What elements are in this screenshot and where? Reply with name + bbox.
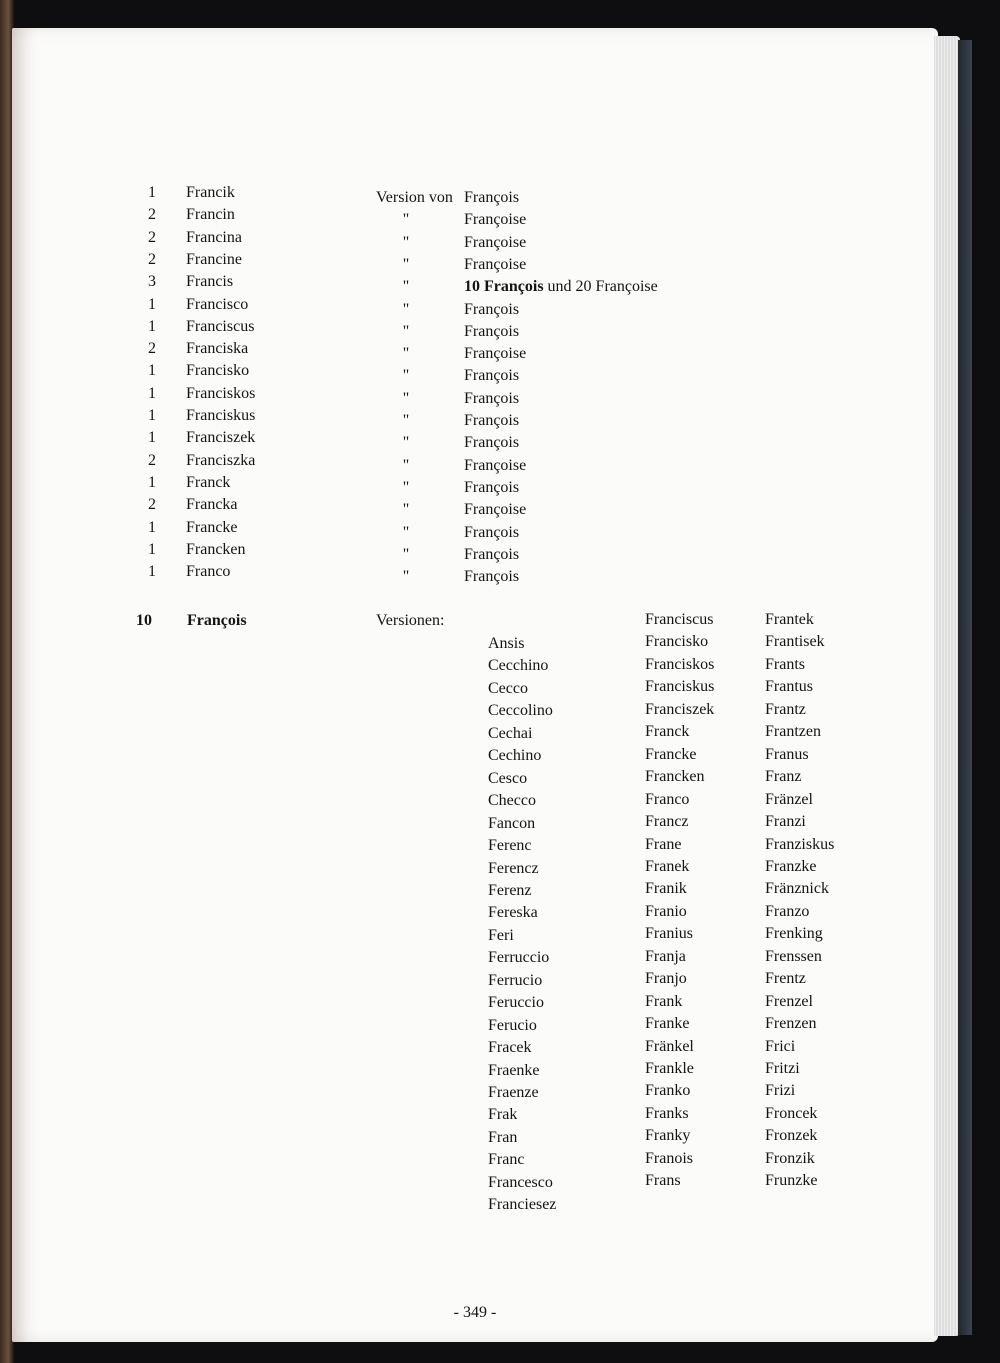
version-name: Fritzi (765, 1060, 800, 1077)
entry-name: Francina (186, 229, 242, 246)
version-name: Frantus (765, 678, 813, 695)
version-name: Franzo (765, 903, 810, 920)
entry-count: 1 (148, 362, 156, 379)
version-name: Frantz (765, 701, 806, 718)
version-name: Franko (645, 1082, 691, 1099)
version-name: Franjo (645, 970, 687, 987)
version-name: Franke (645, 1015, 690, 1032)
entry-count: 1 (148, 385, 156, 402)
entry-name: Franco (186, 563, 231, 580)
version-name: Ferenz (488, 882, 532, 899)
entry-name: Franciszka (186, 452, 256, 469)
entry-reference: " (402, 390, 410, 407)
version-name: Feruccio (488, 994, 544, 1011)
entry-target: Françoise (464, 211, 527, 228)
entry-target: Françoise (464, 457, 527, 474)
entry-target: François (464, 301, 520, 318)
version-name: Frenzel (765, 993, 813, 1010)
version-name: Ferencz (488, 860, 539, 877)
version-name: Franz (765, 768, 802, 785)
entry-name: Francke (186, 519, 238, 536)
entry-target: François (464, 390, 520, 407)
entry-reference: " (402, 345, 410, 362)
version-name: Francken (645, 768, 705, 785)
version-name: Francke (645, 746, 697, 763)
entry-count: 2 (148, 251, 156, 268)
entry-target: Françoise (464, 345, 527, 362)
entry-reference: " (402, 412, 410, 429)
version-name: Froncek (765, 1105, 818, 1122)
version-name: Franciesez (488, 1196, 557, 1213)
version-name: Fraenke (488, 1062, 540, 1079)
entry-reference: " (402, 256, 410, 273)
entry-target: François (464, 189, 520, 206)
version-name: Frizi (765, 1082, 796, 1099)
main-entry-count: 10 (136, 612, 152, 629)
entry-target: François (464, 479, 520, 496)
version-name: Ferrucio (488, 972, 543, 989)
entry-name: Franciskus (186, 407, 256, 424)
version-name: Frantisek (765, 633, 825, 650)
version-name: Ansis (488, 635, 525, 652)
version-name: Cecchino (488, 657, 549, 674)
entry-count: 3 (148, 273, 156, 290)
version-name: Francesco (488, 1174, 553, 1191)
version-name: Cecco (488, 680, 528, 697)
version-name: Frak (488, 1106, 518, 1123)
book-cover-right (958, 40, 972, 1335)
version-name: Fracek (488, 1039, 532, 1056)
entry-count: 1 (148, 519, 156, 536)
entry-count: 2 (148, 496, 156, 513)
entry-reference: " (402, 568, 410, 585)
version-name: Fereska (488, 904, 538, 921)
entry-target: François (464, 568, 520, 585)
entry-name: Francine (186, 251, 242, 268)
version-name: Fraenze (488, 1084, 539, 1101)
entry-name: Francisko (186, 362, 250, 379)
entry-reference: " (402, 524, 410, 541)
entry-reference: " (402, 234, 410, 251)
entry-reference: " (402, 278, 410, 295)
version-name: Franois (645, 1150, 693, 1167)
entry-target: 10 François und 20 Françoise (464, 278, 658, 295)
entry-name: Franck (186, 474, 231, 491)
version-name: Frenking (765, 925, 823, 942)
version-name: Ferruccio (488, 949, 550, 966)
version-name: Fränzel (765, 791, 813, 808)
version-name: Franus (765, 746, 809, 763)
entry-target: Françoise (464, 234, 527, 251)
version-name: Frenzen (765, 1015, 817, 1032)
version-name: Franciszek (645, 701, 715, 718)
version-name: Franco (645, 791, 690, 808)
entry-count: 1 (148, 407, 156, 424)
entry-target: Françoise (464, 501, 527, 518)
version-name: Frankle (645, 1060, 694, 1077)
version-name: Franck (645, 723, 690, 740)
page-edges (934, 36, 960, 1336)
version-name: Fran (488, 1129, 518, 1146)
version-name: Frantek (765, 611, 814, 628)
version-name: Frank (645, 993, 683, 1010)
entry-reference: " (402, 501, 410, 518)
version-name: Franciscus (645, 611, 714, 628)
version-name: Francisko (645, 633, 709, 650)
version-name: Francz (645, 813, 689, 830)
version-name: Franzi (765, 813, 806, 830)
entry-name: Francken (186, 541, 246, 558)
entry-reference: " (402, 211, 410, 228)
entry-count: 1 (148, 429, 156, 446)
version-name: Frici (765, 1038, 796, 1055)
entry-reference: " (402, 546, 410, 563)
version-name: Franja (645, 948, 686, 965)
versions-label: Versionen: (376, 612, 445, 629)
version-name: Franciskos (645, 656, 715, 673)
entry-count: 1 (148, 474, 156, 491)
version-name: Cechino (488, 747, 542, 764)
entry-name: Francin (186, 206, 235, 223)
entry-name: Francik (186, 184, 235, 201)
version-name: Frants (765, 656, 805, 673)
entry-target-rest: und 20 Françoise (543, 278, 658, 295)
entry-name: Franciszek (186, 429, 256, 446)
version-name: Franziskus (765, 836, 835, 853)
entry-target: François (464, 434, 520, 451)
entry-name: Francisco (186, 296, 249, 313)
entry-reference: " (402, 301, 410, 318)
entry-name: Francka (186, 496, 238, 513)
entry-name: Franciska (186, 340, 249, 357)
version-name: Franc (488, 1151, 525, 1168)
entry-target: Françoise (464, 256, 527, 273)
entry-name: Francis (186, 273, 234, 290)
entry-count: 2 (148, 229, 156, 246)
version-name: Frenssen (765, 948, 822, 965)
version-name: Frunzke (765, 1172, 818, 1189)
entry-reference: " (402, 457, 410, 474)
version-name: Fancon (488, 815, 536, 832)
entry-target: François (464, 323, 520, 340)
version-name: Franius (645, 925, 693, 942)
version-name: Franzke (765, 858, 817, 875)
version-name: Franio (645, 903, 687, 920)
entry-count: 2 (148, 452, 156, 469)
version-name: Ferenc (488, 837, 532, 854)
version-name: Franks (645, 1105, 689, 1122)
entry-target: François (464, 524, 520, 541)
entry-name: Franciskos (186, 385, 256, 402)
entry-count: 2 (148, 206, 156, 223)
version-name: Frane (645, 836, 682, 853)
entry-name: Franciscus (186, 318, 255, 335)
version-name: Franciskus (645, 678, 715, 695)
version-name: Fränznick (765, 880, 829, 897)
version-name: Checco (488, 792, 536, 809)
version-name: Fronzik (765, 1150, 815, 1167)
entry-reference: " (402, 367, 410, 384)
entry-target: François (464, 367, 520, 384)
version-name: Ferucio (488, 1017, 537, 1034)
entry-target: François (464, 412, 520, 429)
entry-count: 2 (148, 340, 156, 357)
entry-target: François (464, 546, 520, 563)
version-name: Frantzen (765, 723, 821, 740)
version-name: Franky (645, 1127, 691, 1144)
entry-count: 1 (148, 318, 156, 335)
version-name: Ceccolino (488, 702, 553, 719)
main-entry-name: François (187, 612, 247, 629)
page-number: - 349 - (453, 1304, 497, 1321)
version-name: Franek (645, 858, 690, 875)
entry-count: 1 (148, 296, 156, 313)
entry-count: 1 (148, 541, 156, 558)
entry-reference: " (402, 434, 410, 451)
version-name: Cechai (488, 725, 533, 742)
version-name: Frentz (765, 970, 806, 987)
version-name: Feri (488, 927, 514, 944)
entry-count: 1 (148, 563, 156, 580)
version-name: Franik (645, 880, 687, 897)
version-name: Cesco (488, 770, 528, 787)
entry-reference: Version von (376, 189, 453, 206)
version-name: Fronzek (765, 1127, 818, 1144)
version-name: Fränkel (645, 1038, 694, 1055)
entry-count: 1 (148, 184, 156, 201)
entry-reference: " (402, 323, 410, 340)
entry-reference: " (402, 479, 410, 496)
version-name: Frans (645, 1172, 681, 1189)
